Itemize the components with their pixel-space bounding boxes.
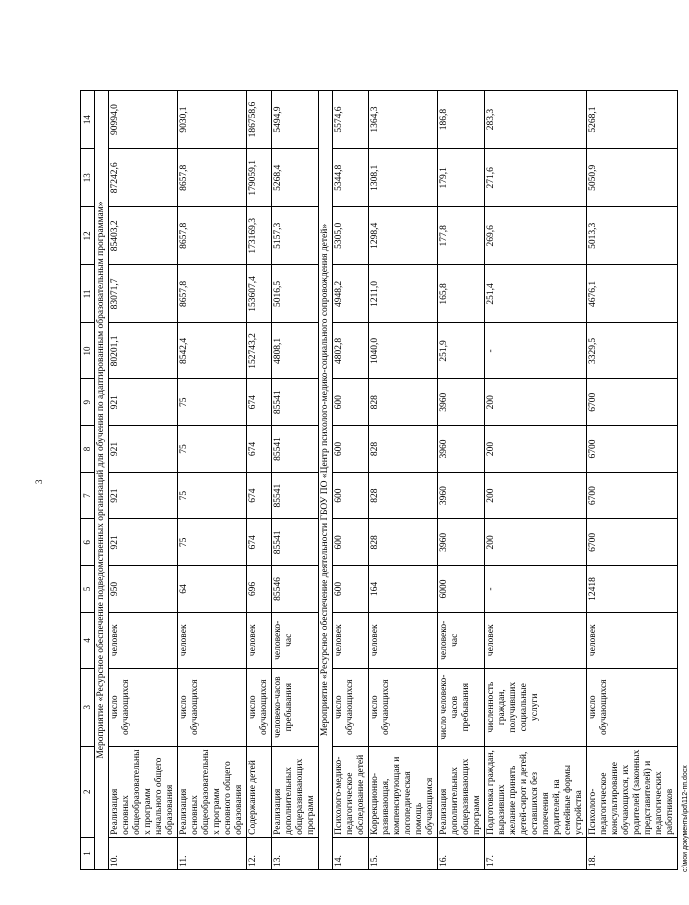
table-cell: 4808,1 [272,323,319,379]
table-cell: 600 [333,379,369,426]
table-cell: 6700 [587,519,678,566]
section-title-row [95,91,109,870]
table-cell: 1364,3 [369,91,438,149]
table-row [438,91,485,870]
header-cell: 9 [81,379,95,426]
table-cell: число человеко-часов пребывания [438,668,485,746]
table-cell: 828 [369,472,438,519]
table-cell: человеко-часов пребывания [272,668,319,746]
table-cell: 3960 [438,426,485,473]
header-cell: 11 [81,265,95,323]
table-cell: 18. [587,837,678,869]
table-cell: человек [333,612,369,668]
table-cell: 3960 [438,379,485,426]
table-cell: 921 [109,472,178,519]
table-cell: человек [109,612,178,668]
header-cell: 6 [81,519,95,566]
table-cell: число обучающихся [369,668,438,746]
table-cell: 674 [247,426,272,473]
table-cell: Коррекционно-развивающая, компенсирующая и логопедическая помощь обучающимся [369,746,438,837]
table-cell: 5344,8 [333,149,369,207]
table-cell: Реализация основных общеобразовательных программ основного общего образования [178,746,247,837]
table-cell: 6000 [438,566,485,613]
table-cell: 600 [333,566,369,613]
table-cell: 14. [333,837,369,869]
table-row [178,91,247,870]
table-cell: 12418 [587,566,678,613]
table-cell: 3960 [438,519,485,566]
table-cell: 5013,3 [587,207,678,265]
table-cell: 828 [369,426,438,473]
table-cell: 6700 [587,426,678,473]
table-cell: 9030,1 [178,91,247,149]
table-cell: 3329,5 [587,323,678,379]
table-cell: 75 [178,519,247,566]
table-cell: человек [485,612,587,668]
table-cell: 600 [333,426,369,473]
section-title-row [319,91,333,870]
table-row [369,91,438,870]
table-row [333,91,369,870]
header-cell: 13 [81,149,95,207]
table-cell: 5268,4 [272,149,319,207]
table-cell: Психолого-медико-педагогическое обследование детей [333,746,369,837]
table-cell: 85541 [272,426,319,473]
table-cell: 1308,1 [369,149,438,207]
rotated-content [34,90,689,872]
table-cell: 1040,0 [369,323,438,379]
table-cell: человек [178,612,247,668]
header-cell: 8 [81,426,95,473]
table-cell: 177,8 [438,207,485,265]
table-cell: 6700 [587,379,678,426]
table-cell: человек [369,612,438,668]
table-cell: 87242,6 [109,149,178,207]
table-row [109,91,178,870]
footer-path: c:\мои документы\pd\112-пп.docx [682,765,689,872]
table-cell: 4676,1 [587,265,678,323]
header-cell: 7 [81,472,95,519]
header-cell: 4 [81,612,95,668]
table-cell: 200 [485,472,587,519]
table-cell: 186,8 [438,91,485,149]
table-cell: 75 [178,379,247,426]
table-cell: 828 [369,519,438,566]
table-cell: - [485,566,587,613]
table-cell: 8657,8 [178,149,247,207]
table-cell: 64 [178,566,247,613]
header-cell: 3 [81,668,95,746]
table-cell: 85541 [272,472,319,519]
table-cell: 83071,7 [109,265,178,323]
table-cell: 200 [485,426,587,473]
table-cell: 271,6 [485,149,587,207]
table-cell: 85546 [272,566,319,613]
table-cell: 85541 [272,379,319,426]
table-cell: человеко-час [272,612,319,668]
table-cell: 173169,3 [247,207,272,265]
table-cell: Реализация основных общеобразовательных программ начального общего образования [109,746,178,837]
table-cell: Реализация дополнительных общеразвивающих программ [438,746,485,837]
table-cell: 5157,3 [272,207,319,265]
table-cell: 13. [272,837,319,869]
table-cell: 200 [485,519,587,566]
table-cell: 152743,2 [247,323,272,379]
table-cell: 10. [109,837,178,869]
table-cell: число обучающихся [333,668,369,746]
table-cell: 200 [485,379,587,426]
table-cell: Психолого-педагогическое консультирование обучающихся, их родителей (законных представителей) и педагогических работников [587,746,678,837]
table-cell: 4948,2 [333,265,369,323]
section-title: Мероприятие «Ресурсное обеспечение подведомственных организаций для обучения по адаптированным образовательным программам» [95,91,109,870]
header-cell: 1 [81,837,95,869]
header-cell: 14 [81,91,95,149]
table-cell: Подготовка граждан, выразивших желание принять детей-сирот и детей, оставшихся без попечения родителей, на семейные формы устройства [485,746,587,837]
table-cell: 921 [109,519,178,566]
table-cell: человек [247,612,272,668]
table-cell: 75 [178,426,247,473]
table-cell: 921 [109,379,178,426]
table-cell: 950 [109,566,178,613]
header-cell: 12 [81,207,95,265]
table-cell: 4802,8 [333,323,369,379]
table-cell: 674 [247,472,272,519]
table-cell: 5494,9 [272,91,319,149]
header-cell: 2 [81,746,95,837]
table-row [485,91,587,870]
table-cell: 85541 [272,519,319,566]
header-cell: 5 [81,566,95,613]
table-cell: 1211,0 [369,265,438,323]
table-cell: 8657,8 [178,265,247,323]
table-cell: 5305,0 [333,207,369,265]
table-cell: 85403,2 [109,207,178,265]
table-cell: 674 [247,379,272,426]
page-number: 3 [34,479,44,484]
table-row [247,91,272,870]
table-cell: 283,3 [485,91,587,149]
table-cell: 6700 [587,472,678,519]
table-cell: 153607,4 [247,265,272,323]
table-row [587,91,678,870]
section-title: Мероприятие «Ресурсное обеспечение деятельности ГБОУ ПО «Центр психолого-медико-социального сопровождения детей» [319,91,333,870]
table-cell: численность граждан, получивших социальные услуги [485,668,587,746]
table-cell: - [485,323,587,379]
table-cell: 5574,6 [333,91,369,149]
table-cell: 674 [247,519,272,566]
table-cell: 600 [333,472,369,519]
table-cell: 8657,8 [178,207,247,265]
table-row [272,91,319,870]
table-cell: 5016,5 [272,265,319,323]
table-cell: 15. [369,837,438,869]
header-cell: 10 [81,323,95,379]
table-cell: человеко-час [438,612,485,668]
table-cell: Реализация дополнительных общеразвивающих программ [272,746,319,837]
table-cell: Содержание детей [247,746,272,837]
table-cell: 90994,0 [109,91,178,149]
table-cell: 179059,1 [247,149,272,207]
table-cell: 186758,6 [247,91,272,149]
table-cell: 251,9 [438,323,485,379]
table-cell: 1298,4 [369,207,438,265]
table-cell: 3960 [438,472,485,519]
table-cell: 5268,1 [587,91,678,149]
table-cell: 696 [247,566,272,613]
table-cell: 251,4 [485,265,587,323]
table-cell: 16. [438,837,485,869]
table-cell: 921 [109,426,178,473]
table-cell: 269,6 [485,207,587,265]
table-cell: 80201,1 [109,323,178,379]
table-cell: число обучающихся [247,668,272,746]
table-cell: 75 [178,472,247,519]
table-cell: число обучающихся [587,668,678,746]
table-cell: 17. [485,837,587,869]
table-cell: человек [587,612,678,668]
table-cell: число обучающихся [109,668,178,746]
table-cell: 5050,9 [587,149,678,207]
table-cell: 12. [247,837,272,869]
table-cell: 11. [178,837,247,869]
header-row [81,91,95,870]
table-cell: 600 [333,519,369,566]
table-cell: 828 [369,379,438,426]
table-cell: 164 [369,566,438,613]
table-cell: число обучающихся [178,668,247,746]
table-cell: 8542,4 [178,323,247,379]
table-cell: 165,8 [438,265,485,323]
table-cell: 179,1 [438,149,485,207]
data-table [80,90,678,870]
